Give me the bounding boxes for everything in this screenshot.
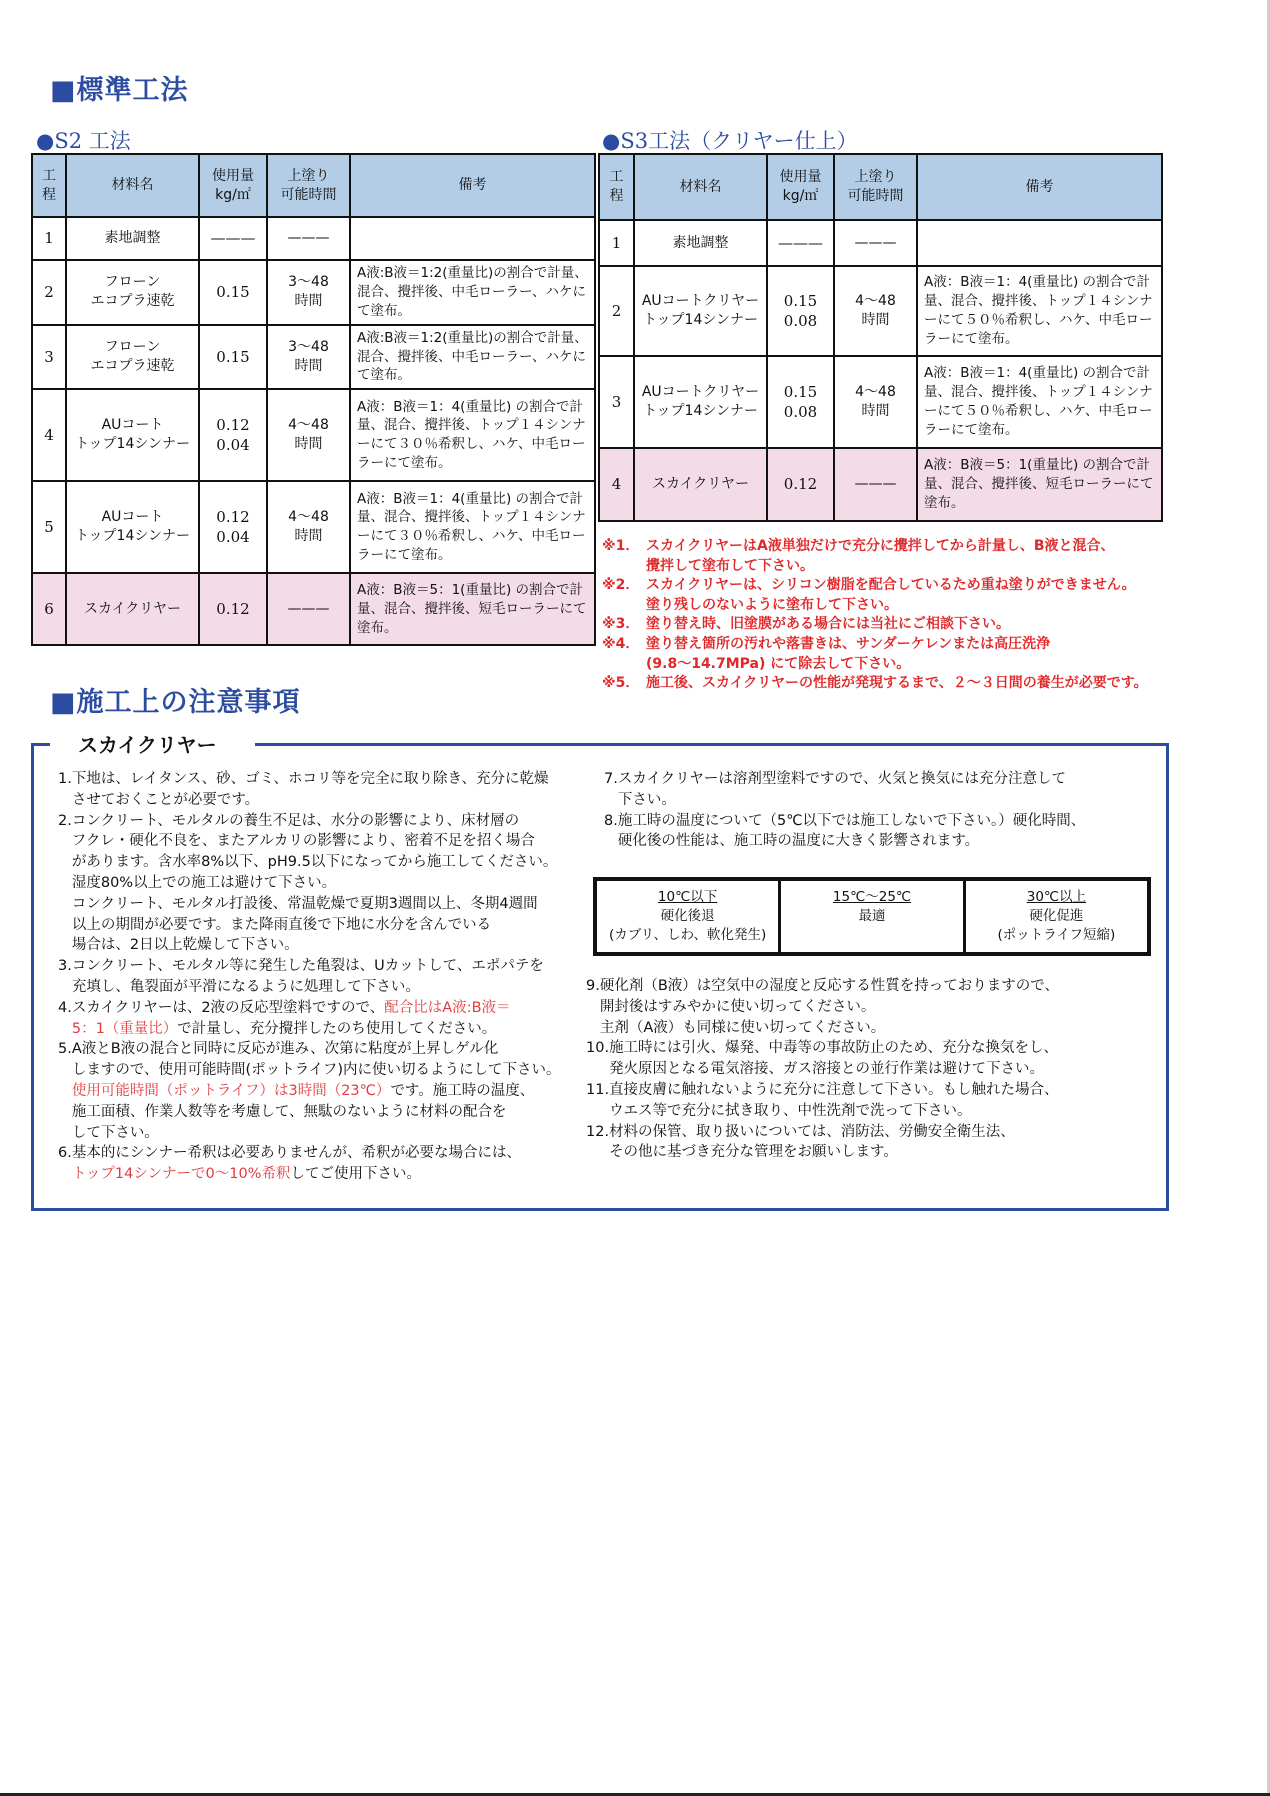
item-number: 2. — [58, 812, 72, 829]
cell-notes: A液:B液＝1:2(重量比)の割合で計量、混合、攪拌後、中毛ローラー、ハケにて塗布。 — [350, 325, 595, 390]
cell-step: 3 — [599, 356, 634, 448]
red-note-text: 塗り替え箇所の汚れや落書きは、サンダーケレンまたは高圧洗浄 (9.8～14.7MPa) にて除去して下さい。 — [646, 635, 1051, 672]
item-number: 6. — [58, 1145, 72, 1162]
header-usage: 使用量 kg/㎡ — [767, 154, 834, 220]
precaution-item — [58, 956, 588, 998]
s2-title: ●S2 工法 — [36, 129, 131, 153]
temperature-cell — [595, 879, 780, 954]
precaution-item — [58, 811, 588, 957]
item-number: 11. — [586, 1081, 610, 1098]
cell-usage: 0.12 — [767, 448, 834, 521]
precaution-item — [586, 1080, 1166, 1122]
cell-usage: 0.12 — [199, 573, 267, 645]
cell-recoat: 4～48 時間 — [834, 266, 917, 356]
header-recoat: 上塗り 可能時間 — [834, 154, 917, 220]
table-row — [599, 266, 1162, 356]
red-note-mark: ※5． — [602, 675, 640, 692]
temperature-range: 30℃以上 — [1026, 889, 1087, 906]
item-text-highlight: トップ14シンナーで0～10%希釈 — [71, 1166, 291, 1183]
cell-material: スカイクリヤー — [634, 448, 767, 521]
s2-method-table — [31, 153, 596, 646]
cell-recoat: ——— — [267, 573, 350, 645]
header-material: 材料名 — [634, 154, 767, 220]
cell-recoat: 4～48 時間 — [267, 481, 350, 573]
cell-recoat: ——— — [834, 220, 917, 266]
header-step: 工 程 — [32, 154, 66, 217]
red-note-item — [602, 674, 1262, 694]
precaution-item — [58, 1039, 588, 1143]
precaution-item — [604, 811, 1164, 853]
section-title-standard-method: ■標準工法 — [50, 75, 189, 106]
cell-recoat: 3～48 時間 — [267, 325, 350, 390]
temperature-range: 15℃～25℃ — [832, 889, 912, 906]
red-note-mark: ※1． — [602, 538, 640, 554]
item-number: 3. — [58, 958, 72, 975]
s3-method-table — [598, 153, 1163, 522]
red-note-mark: ※2． — [602, 577, 640, 594]
red-note-text: スカイクリヤーはA液単独だけで充分に攪拌してから計量し、B液と混合、 攪拌して塗布して下さい。 — [646, 538, 1115, 574]
item-text — [72, 811, 558, 957]
item-number: 9. — [586, 978, 600, 994]
red-note-item — [602, 615, 1262, 635]
precaution-item — [586, 1122, 1166, 1164]
table-row — [32, 217, 595, 260]
red-note-text: スカイクリヤーは、シリコン樹脂を配合しているため重ね塗りができません。 塗り残しのないように塗布して下さい。 — [646, 577, 1136, 613]
cell-recoat: ——— — [267, 217, 350, 260]
precautions-right-column-top — [604, 769, 1164, 852]
item-text-part: 基本的にシンナー希釈は必要ありませんが、希釈が必要な場合には、 — [71, 1145, 521, 1162]
cell-material: スカイクリヤー — [66, 573, 199, 645]
item-text — [72, 1143, 521, 1185]
item-text — [72, 1039, 561, 1143]
item-text-part: で計量し、充分攪拌したのち使用してください。 — [177, 1020, 497, 1037]
cell-step: 2 — [599, 266, 634, 356]
item-text-part: コンクリート、モルタル等に発生した亀裂は、Uカットして、エポパテを 充填し、亀裂面が平滑になるように処理して下さい。 — [71, 958, 544, 995]
item-number: 8. — [604, 812, 618, 829]
cell-step: 2 — [32, 260, 66, 325]
item-text: 材料の保管、取り扱いについては、消防法、労働安全衛生法、 その他に基づき充分な管理をお願いします。 — [609, 1123, 1015, 1161]
item-text-highlight: 使用可能時間（ポットライフ）は3時間（23℃） — [71, 1082, 391, 1099]
cell-material: AUコートクリヤー トップ14シンナー — [634, 266, 767, 356]
table-row — [32, 260, 595, 325]
cell-recoat: ——— — [834, 448, 917, 521]
cell-usage: ——— — [199, 217, 267, 260]
header-notes: 備考 — [917, 154, 1162, 220]
item-text: 施工時には引火、爆発、中毒等の事故防止のため、充分な換気をし、 発火原因となる電気溶接、ガス溶接との並行作業は避けて下さい。 — [609, 1040, 1058, 1078]
table-row — [599, 356, 1162, 448]
item-number: 4. — [58, 999, 72, 1016]
red-note-item — [602, 576, 1262, 615]
item-number: 5. — [58, 1041, 72, 1058]
item-text-part: です。施工時の温度、 施工面積、作業人数等を考慮して、無駄のないように材料の配合を して下さい。 — [71, 1082, 535, 1141]
cell-material: AUコート トップ14シンナー — [66, 389, 199, 481]
cell-notes — [350, 217, 595, 260]
red-note-item — [602, 537, 1262, 576]
temperature-table — [593, 877, 1151, 956]
cell-step: 3 — [32, 325, 66, 390]
cell-usage: 0.15 0.08 — [767, 266, 834, 356]
item-number: 12. — [586, 1123, 610, 1140]
red-note-item — [602, 635, 1262, 674]
cell-usage: 0.12 0.04 — [199, 389, 267, 481]
section-title-precautions: ■施工上の注意事項 — [50, 687, 301, 718]
header-usage: 使用量 kg/㎡ — [199, 154, 267, 217]
item-text-part: A液とB液の混合と同時に反応が進み、次第に粘度が上昇しゲル化 しますので、使用可能時間(ポットライフ)内に使い切るようにして下さい。 — [71, 1041, 561, 1079]
cell-step: 1 — [599, 220, 634, 266]
table-row — [599, 220, 1162, 266]
item-text — [72, 956, 544, 998]
cell-notes: A液：B液＝1：4(重量比) の割合で計量、混合、攪拌後、トップ１４シンナーにて５０％希釈し、ハケ、中毛ローラーにて塗布。 — [917, 356, 1162, 448]
cell-step: 4 — [599, 448, 634, 521]
precaution-item — [58, 769, 588, 811]
precaution-item — [58, 1143, 588, 1185]
s3-title: ●S3工法（クリヤー仕上） — [602, 129, 858, 153]
table-row — [32, 573, 595, 645]
cell-material: AUコート トップ14シンナー — [66, 481, 199, 573]
header-recoat: 上塗り 可能時間 — [267, 154, 350, 217]
temperature-effect: 最適 — [858, 908, 886, 925]
temperature-detail: (カブリ、しわ、軟化発生) — [608, 926, 767, 943]
temperature-cell — [964, 879, 1149, 954]
red-note-mark: ※3． — [602, 616, 640, 633]
item-text-part: スカイクリヤーは、2液の反応型塗料ですので、 — [71, 999, 385, 1016]
precaution-item — [58, 998, 588, 1040]
item-text: 施工時の温度について（5℃以下では施工しないで下さい。）硬化時間、 硬化後の性能は、施工時の温度に大きく影響されます。 — [617, 812, 1086, 850]
item-text-part: 下地は、レイタンス、砂、ゴミ、ホコリ等を完全に取り除き、充分に乾燥 させておくことが必要です。 — [71, 771, 549, 808]
cell-usage: 0.15 — [199, 325, 267, 390]
cell-material: 素地調整 — [66, 217, 199, 260]
precautions-label: スカイクリヤー — [50, 728, 255, 762]
precaution-item — [586, 976, 1166, 1038]
item-text: 直接皮膚に触れないように充分に注意して下さい。もし触れた場合、 ウエス等で充分に拭き取り、中性洗剤で洗って下さい。 — [609, 1081, 1059, 1119]
temperature-effect: 硬化後退 — [660, 908, 715, 925]
cell-usage: ——— — [767, 220, 834, 266]
precaution-item — [604, 769, 1164, 811]
cell-step: 6 — [32, 573, 66, 645]
cell-notes: A液：B液＝1：4(重量比) の割合で計量、混合、攪拌後、トップ１４シンナーにて３０％希釈し、ハケ、中毛ローラーにて塗布。 — [350, 481, 595, 573]
cell-notes: A液:B液＝1:2(重量比)の割合で計量、混合、攪拌後、中毛ローラー、ハケにて塗布。 — [350, 260, 595, 325]
cell-usage: 0.12 0.04 — [199, 481, 267, 573]
cell-notes — [917, 220, 1162, 266]
red-note-text: 塗り替え時、旧塗膜がある場合には当社にご相談下さい。 — [646, 616, 1010, 633]
precautions-left-column — [58, 769, 588, 1185]
item-text-highlight: 配合比はA液:B液＝ 5：1（重量比） — [71, 999, 511, 1037]
item-number: 1. — [58, 771, 72, 787]
item-text-part: コンクリート、モルタルの養生不足は、水分の影響により、床材層の フクレ・硬化不良を、またアルカリの影響により、密着不足を招く場合 があります。含水率8%以下、pH9.5以下になってから施工してください。 湿度80%以上での施工は避けて下さい。 コンクリート、モルタル打設後、常温乾燥で夏期3週間以上、冬期4週間 以上の期間が必要です。また降雨直後で下地に水分を含んでいる 場合は、2日以上乾燥して下さい。 — [71, 812, 558, 954]
item-text — [72, 998, 511, 1040]
table-row — [32, 481, 595, 573]
cell-material: フローン エコプラ速乾 — [66, 260, 199, 325]
header-step: 工 程 — [599, 154, 634, 220]
cell-material: フローン エコプラ速乾 — [66, 325, 199, 390]
cell-step: 1 — [32, 217, 66, 260]
table-row — [599, 448, 1162, 521]
temperature-cell — [780, 879, 965, 954]
table-row — [32, 389, 595, 481]
red-notes — [602, 537, 1262, 694]
table-row — [32, 325, 595, 390]
item-text: 硬化剤（B液）は空気中の湿度と反応する性質を持っておりますので、 開封後はすみやかに使い切ってください。 主剤（A液）も同様に使い切ってください。 — [599, 978, 1059, 1036]
precaution-item — [586, 1038, 1166, 1080]
red-note-mark: ※4． — [602, 635, 640, 652]
header-notes: 備考 — [350, 154, 595, 217]
cell-notes: A液：B液＝5：1(重量比) の割合で計量、混合、攪拌後、短毛ローラーにて塗布。 — [917, 448, 1162, 521]
cell-recoat: 4～48 時間 — [834, 356, 917, 448]
cell-usage: 0.15 0.08 — [767, 356, 834, 448]
cell-notes: A液：B液＝1：4(重量比) の割合で計量、混合、攪拌後、トップ１４シンナーにて３０％希釈し、ハケ、中毛ローラーにて塗布。 — [350, 389, 595, 481]
item-number: 7. — [604, 771, 618, 787]
red-note-text: 施工後、スカイクリヤーの性能が発現するまで、２～３日間の養生が必要です。 — [646, 675, 1148, 692]
cell-recoat: 3～48 時間 — [267, 260, 350, 325]
cell-notes: A液：B液＝5：1(重量比) の割合で計量、混合、攪拌後、短毛ローラーにて塗布。 — [350, 573, 595, 645]
header-material: 材料名 — [66, 154, 199, 217]
cell-material: AUコートクリヤー トップ14シンナー — [634, 356, 767, 448]
precautions-right-column-bottom — [586, 976, 1166, 1163]
cell-recoat: 4～48 時間 — [267, 389, 350, 481]
cell-step: 5 — [32, 481, 66, 573]
temperature-detail: (ポットライフ短縮) — [997, 926, 1116, 943]
item-text-part: してご使用下さい。 — [290, 1166, 421, 1183]
temperature-range: 10℃以下 — [657, 889, 718, 906]
item-number: 10. — [586, 1040, 610, 1057]
cell-step: 4 — [32, 389, 66, 481]
temperature-effect: 硬化促進 — [1029, 908, 1084, 925]
cell-material: 素地調整 — [634, 220, 767, 266]
item-text: スカイクリヤーは溶剤型塗料ですので、火気と換気には充分注意して 下さい。 — [617, 771, 1067, 808]
cell-notes: A液：B液＝1：4(重量比) の割合で計量、混合、攪拌後、トップ１４シンナーにて５０％希釈し、ハケ、中毛ローラーにて塗布。 — [917, 266, 1162, 356]
item-text — [72, 769, 549, 811]
cell-usage: 0.15 — [199, 260, 267, 325]
